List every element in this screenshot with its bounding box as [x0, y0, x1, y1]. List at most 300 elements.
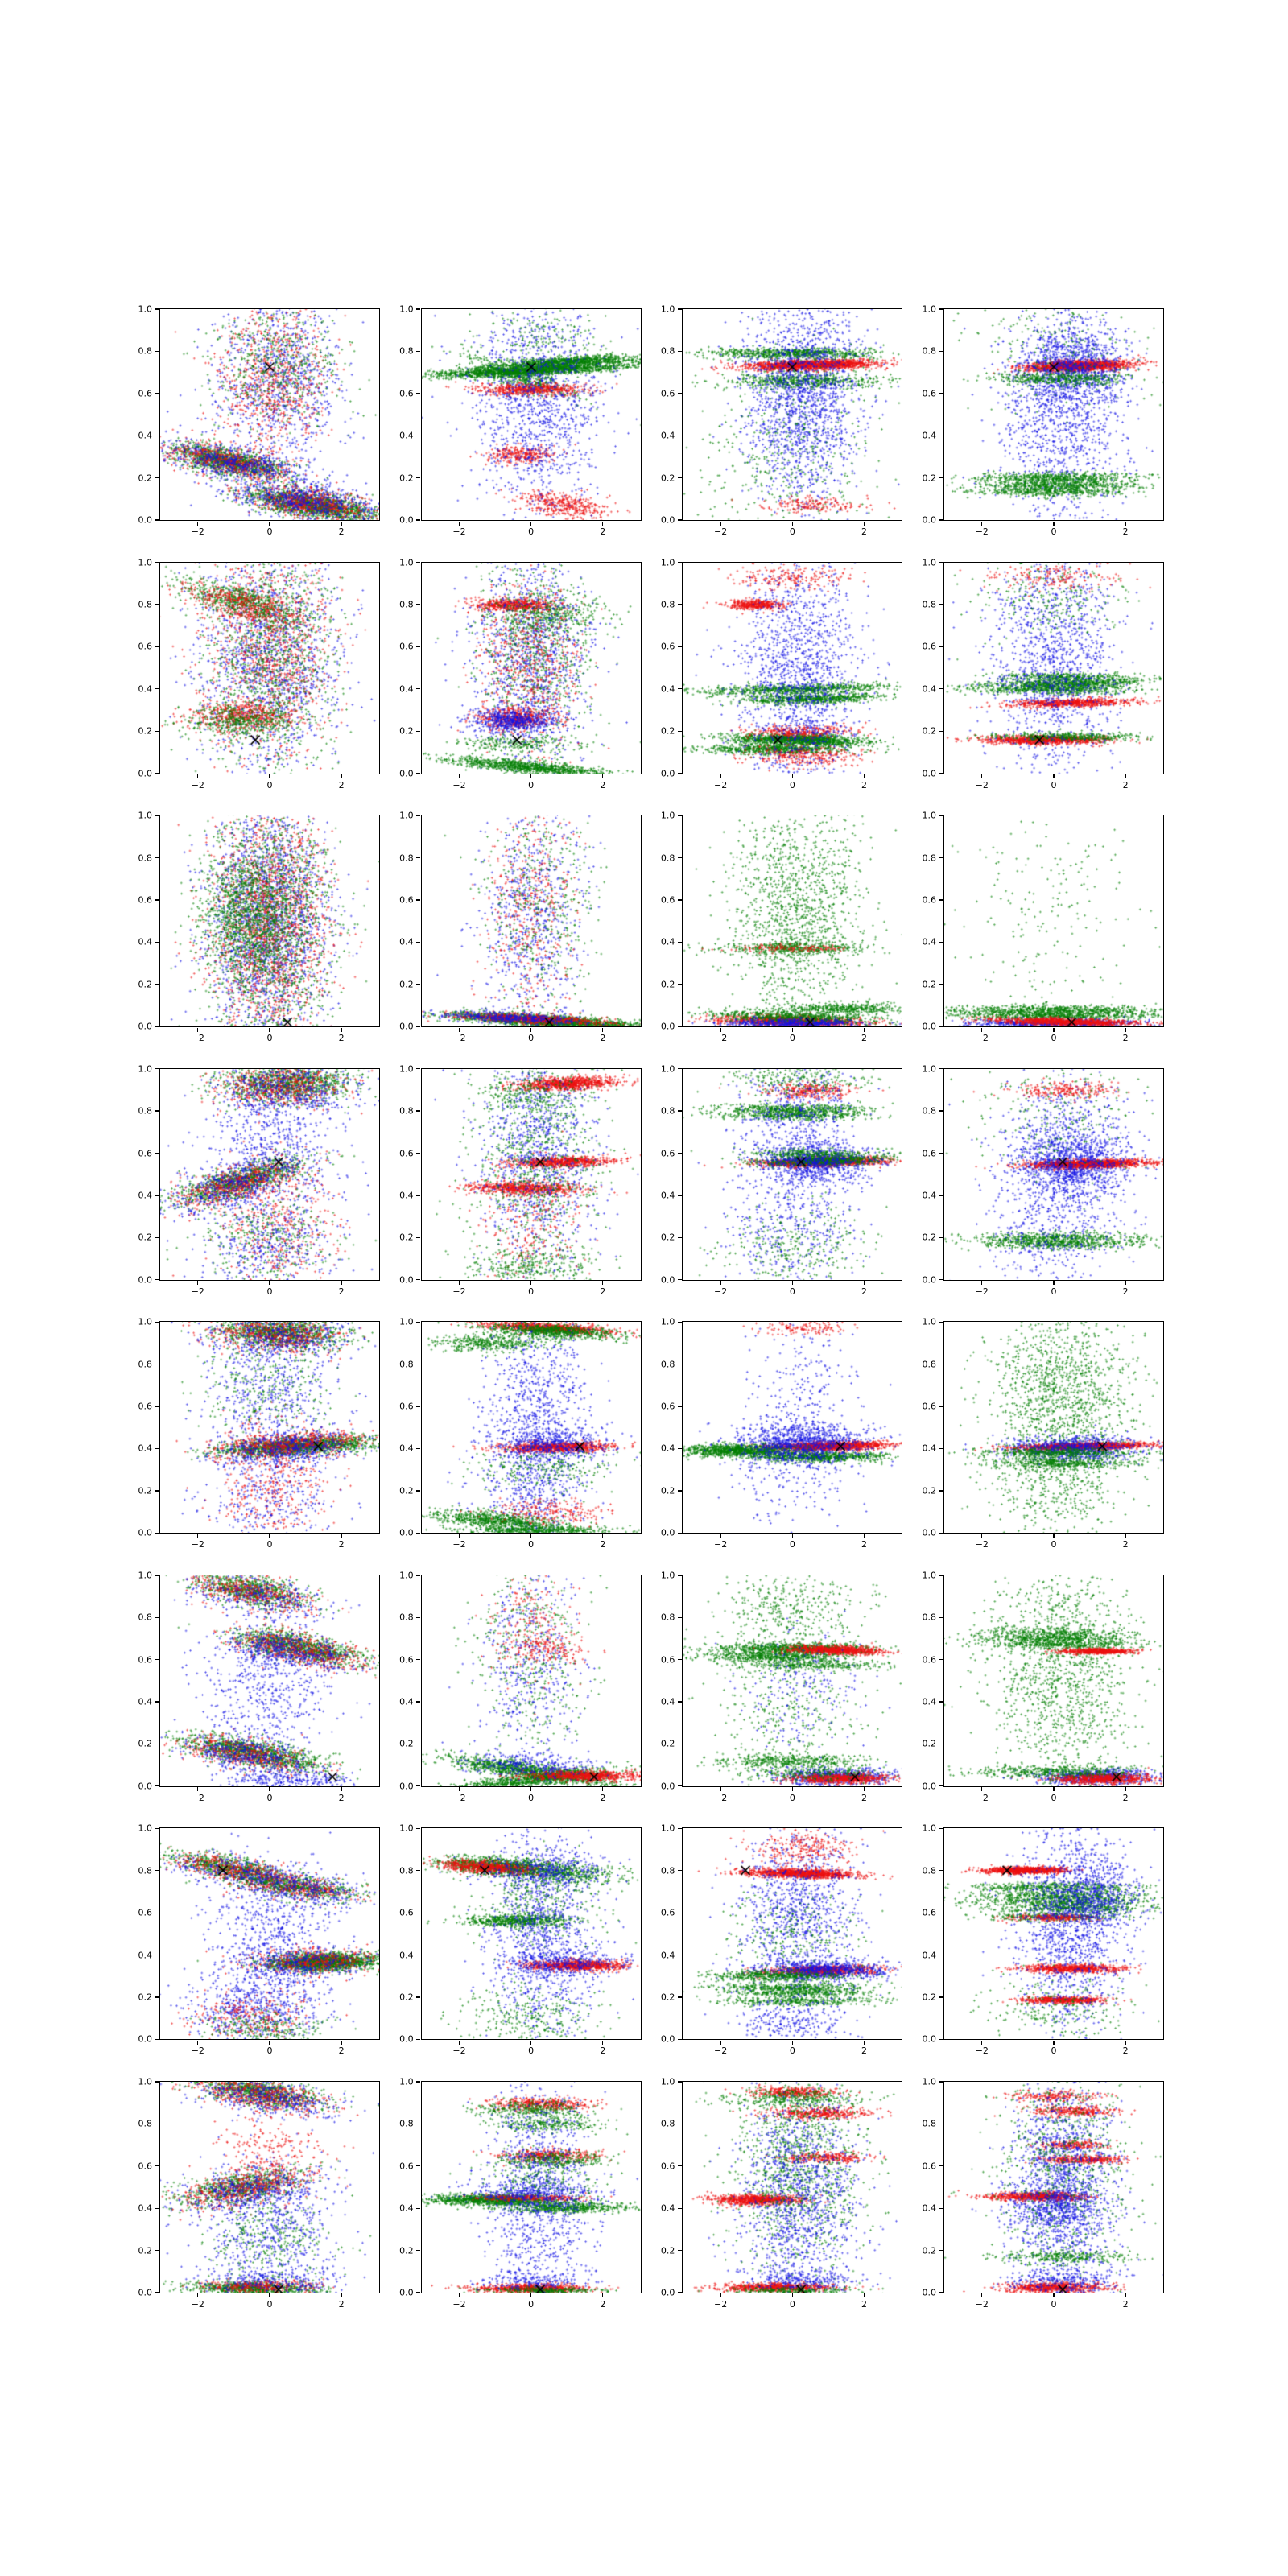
y-tick-label: 0.0	[660, 768, 675, 779]
y-tick-label: 0.4	[138, 1696, 152, 1707]
x-tick	[864, 522, 865, 526]
subplot-canvas-r2c1	[422, 815, 641, 1026]
y-tick-label: 0.8	[922, 345, 936, 357]
x-tick-label: 0	[266, 1286, 273, 1297]
x-tick-label: −2	[452, 1033, 466, 1044]
y-tick	[416, 1701, 420, 1702]
x-tick	[1125, 1534, 1126, 1538]
y-tick	[939, 942, 943, 943]
subplot-canvas-r0c1	[422, 309, 641, 520]
y-tick-label: 0.2	[138, 1485, 152, 1496]
y-tick-label: 0.4	[922, 1443, 936, 1454]
y-tick	[939, 604, 943, 605]
y-tick-label: 0.0	[399, 2287, 414, 2298]
x-tick	[269, 1028, 270, 1032]
y-tick	[678, 2081, 682, 2082]
y-tick-label: 0.6	[399, 1401, 414, 1412]
subplot-canvas-r2c3	[944, 815, 1163, 1026]
x-tick-label: 0	[1051, 526, 1057, 537]
y-tick	[416, 2208, 420, 2209]
y-tick	[939, 2039, 943, 2040]
y-tick	[155, 1870, 159, 1871]
x-tick	[792, 1534, 793, 1538]
x-tick-label: 0	[528, 779, 535, 791]
y-tick	[939, 393, 943, 394]
y-tick-label: 0.2	[399, 2245, 414, 2256]
y-tick-label: 0.6	[138, 388, 152, 399]
y-tick-label: 0.2	[660, 1232, 675, 1243]
y-tick-label: 0.4	[660, 2202, 675, 2214]
x-tick	[341, 1028, 342, 1032]
y-tick-label: 0.4	[922, 2202, 936, 2214]
x-tick	[530, 522, 531, 526]
y-tick-label: 0.6	[399, 388, 414, 399]
x-tick-label: 0	[266, 526, 273, 537]
x-tick	[459, 1787, 460, 1791]
y-tick	[939, 1490, 943, 1491]
x-tick-label: −2	[191, 1033, 204, 1044]
x-tick-label: 0	[528, 1286, 535, 1297]
x-tick-label: 2	[861, 779, 867, 791]
subplot-canvas-r6c2	[683, 1828, 902, 2039]
y-tick-label: 0.2	[138, 1232, 152, 1243]
y-tick	[155, 1659, 159, 1660]
y-tick-label: 0.2	[660, 725, 675, 737]
x-tick-label: 0	[1051, 1792, 1057, 1803]
y-tick	[155, 351, 159, 352]
y-tick	[939, 1153, 943, 1154]
y-tick-label: 0.8	[660, 1612, 675, 1623]
x-tick	[864, 2293, 865, 2297]
subplot-r6c2	[660, 1823, 902, 2057]
y-tick-label: 0.6	[660, 1401, 675, 1412]
x-tick	[341, 1281, 342, 1285]
x-tick-label: 0	[789, 779, 795, 791]
subplot-canvas-r4c0	[160, 1322, 379, 1533]
x-tick	[864, 1281, 865, 1285]
y-tick-label: 1.0	[922, 557, 936, 568]
x-tick-label: −2	[714, 1539, 728, 1550]
x-tick	[197, 2293, 198, 2297]
y-tick	[416, 1870, 420, 1871]
x-tick	[1053, 774, 1054, 778]
subplot-canvas-r2c2	[683, 815, 902, 1026]
x-tick-label: 2	[600, 1286, 606, 1297]
x-tick	[269, 1281, 270, 1285]
subplot-r0c1	[399, 303, 642, 537]
y-tick-label: 0.2	[138, 979, 152, 990]
y-tick	[416, 1996, 420, 1997]
y-tick-label: 0.4	[660, 683, 675, 695]
y-tick-label: 0.6	[399, 1654, 414, 1666]
x-tick-label: 0	[789, 2046, 795, 2057]
x-tick-label: 2	[338, 1286, 345, 1297]
y-tick-label: 0.8	[138, 2118, 152, 2129]
y-tick	[678, 1279, 682, 1280]
y-tick	[155, 1279, 159, 1280]
y-tick-label: 0.2	[922, 1485, 936, 1496]
y-tick-label: 0.4	[399, 936, 414, 947]
y-tick-label: 0.8	[922, 1865, 936, 1876]
y-tick-label: 0.0	[399, 1274, 414, 1286]
y-tick-label: 0.6	[138, 2161, 152, 2172]
y-tick-label: 0.4	[922, 1696, 936, 1707]
y-tick-label: 0.4	[660, 936, 675, 947]
x-tick	[459, 2041, 460, 2045]
x-tick	[341, 1534, 342, 1538]
x-tick-label: −2	[191, 1286, 204, 1297]
y-tick	[939, 857, 943, 858]
x-tick-label: 0	[789, 1539, 795, 1550]
y-tick-label: 0.4	[399, 2202, 414, 2214]
x-tick	[197, 1028, 198, 1032]
y-tick-label: 0.4	[138, 1443, 152, 1454]
x-tick-label: 2	[1122, 1286, 1129, 1297]
y-tick	[416, 1490, 420, 1491]
y-tick	[155, 1701, 159, 1702]
y-tick-label: 0.4	[138, 2202, 152, 2214]
y-tick-label: 0.2	[922, 473, 936, 484]
y-tick-label: 0.4	[660, 1950, 675, 1961]
subplot-r6c3	[922, 1823, 1164, 2057]
y-tick-label: 0.0	[399, 1781, 414, 1792]
y-tick	[416, 519, 420, 520]
y-tick	[678, 899, 682, 900]
x-tick	[341, 774, 342, 778]
y-tick-label: 0.0	[138, 1274, 152, 1286]
y-tick-label: 0.6	[660, 641, 675, 652]
x-tick	[792, 2041, 793, 2045]
y-tick-label: 0.0	[660, 1781, 675, 1792]
y-tick	[678, 1153, 682, 1154]
subplot-r5c3	[922, 1570, 1164, 1803]
y-tick	[939, 2250, 943, 2251]
x-tick	[459, 1028, 460, 1032]
y-tick-label: 1.0	[399, 1316, 414, 1327]
x-tick	[530, 1787, 531, 1791]
y-tick-label: 0.2	[399, 725, 414, 737]
y-tick	[678, 688, 682, 689]
x-tick	[1125, 522, 1126, 526]
y-tick	[416, 984, 420, 985]
y-tick	[939, 1448, 943, 1449]
y-tick-label: 0.6	[138, 1148, 152, 1158]
x-tick-label: 0	[528, 2298, 535, 2310]
y-tick	[939, 1237, 943, 1238]
x-tick-label: 2	[600, 1792, 606, 1803]
y-tick	[416, 731, 420, 732]
y-tick-label: 0.2	[399, 1738, 414, 1749]
subplot-r5c0	[138, 1570, 380, 1803]
y-tick-label: 0.8	[660, 2118, 675, 2129]
y-tick	[939, 2081, 943, 2082]
y-tick-label: 0.2	[922, 2245, 936, 2256]
y-tick	[155, 1617, 159, 1618]
y-tick-label: 0.2	[660, 1738, 675, 1749]
x-tick-label: −2	[191, 526, 204, 537]
y-tick	[678, 2208, 682, 2209]
y-tick-label: 0.8	[660, 345, 675, 357]
x-tick-label: 2	[600, 1033, 606, 1044]
y-tick-label: 0.0	[138, 2287, 152, 2298]
y-tick-label: 1.0	[660, 1823, 675, 1834]
x-tick-label: −2	[452, 779, 466, 791]
x-tick	[1053, 2293, 1054, 2297]
x-tick-label: 2	[338, 2298, 345, 2310]
x-tick	[792, 1787, 793, 1791]
y-tick	[155, 2250, 159, 2251]
y-tick-label: 0.8	[399, 345, 414, 357]
x-tick-label: 2	[861, 1033, 867, 1044]
y-tick-label: 1.0	[922, 303, 936, 315]
y-tick	[416, 2165, 420, 2166]
y-tick-label: 0.0	[138, 514, 152, 526]
y-tick	[678, 1785, 682, 1786]
x-tick-label: −2	[714, 526, 728, 537]
y-tick-label: 0.4	[399, 1190, 414, 1201]
y-tick	[155, 899, 159, 900]
x-tick-label: 2	[1122, 1539, 1129, 1550]
x-tick	[530, 2293, 531, 2297]
x-tick	[459, 522, 460, 526]
y-tick	[416, 1659, 420, 1660]
x-tick-label: −2	[191, 779, 204, 791]
y-tick-label: 0.8	[399, 1105, 414, 1117]
y-tick	[155, 2039, 159, 2040]
y-tick-label: 1.0	[922, 810, 936, 821]
y-tick-label: 0.6	[922, 1654, 936, 1666]
x-tick-label: 2	[861, 2046, 867, 2057]
y-tick	[155, 2165, 159, 2166]
y-tick	[678, 857, 682, 858]
y-tick	[416, 899, 420, 900]
y-tick	[416, 2081, 420, 2082]
y-tick-label: 0.8	[922, 599, 936, 610]
x-tick	[602, 1787, 603, 1791]
y-tick-label: 0.4	[922, 1950, 936, 1961]
x-tick-label: 0	[266, 2046, 273, 2057]
x-tick-label: −2	[975, 779, 989, 791]
y-tick	[155, 2292, 159, 2293]
y-tick	[939, 1828, 943, 1829]
y-tick-label: 0.6	[660, 1907, 675, 1918]
x-tick	[1125, 1028, 1126, 1032]
y-tick	[416, 1237, 420, 1238]
y-tick	[939, 2165, 943, 2166]
subplot-r5c2	[660, 1570, 902, 1803]
x-tick-label: 2	[338, 779, 345, 791]
x-tick-label: 0	[528, 1792, 535, 1803]
y-tick	[678, 519, 682, 520]
y-tick-label: 0.2	[660, 473, 675, 484]
y-tick	[939, 646, 943, 647]
y-tick	[155, 942, 159, 943]
y-tick	[155, 1110, 159, 1111]
y-tick-label: 1.0	[399, 810, 414, 821]
y-tick	[678, 604, 682, 605]
y-tick-label: 0.4	[138, 430, 152, 441]
x-tick	[1053, 522, 1054, 526]
x-tick	[981, 1281, 982, 1285]
x-tick-label: 0	[1051, 779, 1057, 791]
y-tick-label: 0.4	[922, 1190, 936, 1201]
subplot-canvas-r7c3	[944, 2082, 1163, 2293]
y-tick	[678, 646, 682, 647]
x-tick-label: −2	[191, 1792, 204, 1803]
x-tick	[341, 1787, 342, 1791]
x-tick-label: −2	[714, 2046, 728, 2057]
y-tick-label: 0.6	[922, 641, 936, 652]
y-tick	[939, 351, 943, 352]
y-tick-label: 0.4	[660, 1190, 675, 1201]
x-tick-label: −2	[452, 1539, 466, 1550]
y-tick-label: 0.6	[138, 894, 152, 906]
subplot-canvas-r5c1	[422, 1575, 641, 1786]
x-tick-label: −2	[714, 1033, 728, 1044]
x-tick-label: 0	[789, 1033, 795, 1044]
subplot-canvas-r7c1	[422, 2082, 641, 2293]
y-tick	[678, 984, 682, 985]
y-tick	[939, 1533, 943, 1534]
x-tick-label: −2	[975, 1286, 989, 1297]
y-tick	[155, 1448, 159, 1449]
x-tick-label: −2	[975, 526, 989, 537]
x-tick-label: 2	[1122, 526, 1129, 537]
y-tick-label: 0.8	[138, 1105, 152, 1117]
y-tick	[416, 1828, 420, 1829]
x-tick	[530, 1534, 531, 1538]
subplot-canvas-r1c2	[683, 563, 902, 774]
x-tick	[602, 774, 603, 778]
y-tick-label: 1.0	[922, 1570, 936, 1581]
y-tick-label: 0.4	[138, 1950, 152, 1961]
y-tick	[155, 1490, 159, 1491]
x-tick-label: 0	[528, 1539, 535, 1550]
y-tick-label: 0.6	[922, 894, 936, 906]
y-tick	[939, 773, 943, 774]
y-tick	[678, 1533, 682, 1534]
subplot-r3c0	[138, 1063, 380, 1297]
y-tick-label: 1.0	[660, 1570, 675, 1581]
y-tick	[678, 1870, 682, 1871]
y-tick-label: 0.6	[138, 1907, 152, 1918]
y-tick-label: 0.0	[922, 2287, 936, 2298]
y-tick-label: 0.6	[399, 2161, 414, 2172]
y-tick-label: 0.4	[660, 1443, 675, 1454]
x-tick	[269, 774, 270, 778]
y-tick-label: 0.6	[399, 894, 414, 906]
y-tick	[678, 1701, 682, 1702]
subplot-r3c1	[399, 1063, 642, 1297]
y-tick-label: 0.2	[138, 2245, 152, 2256]
y-tick-label: 0.2	[922, 1232, 936, 1243]
x-tick	[459, 2293, 460, 2297]
y-tick-label: 0.2	[922, 1738, 936, 1749]
x-tick	[197, 522, 198, 526]
y-tick	[678, 2039, 682, 2040]
y-tick-label: 0.8	[399, 1359, 414, 1370]
y-tick-label: 0.8	[399, 2118, 414, 2129]
y-tick-label: 0.2	[399, 979, 414, 990]
x-tick	[1053, 1028, 1054, 1032]
y-tick	[155, 1068, 159, 1069]
y-tick-label: 0.0	[660, 1527, 675, 1538]
subplot-canvas-r4c3	[944, 1322, 1163, 1533]
y-tick	[678, 2292, 682, 2293]
y-tick-label: 0.0	[922, 1527, 936, 1538]
y-tick-label: 0.8	[660, 1865, 675, 1876]
x-tick-label: −2	[714, 779, 728, 791]
x-tick	[981, 774, 982, 778]
y-tick	[416, 1322, 420, 1323]
y-tick	[416, 1110, 420, 1111]
y-tick	[155, 308, 159, 309]
y-tick	[939, 1785, 943, 1786]
subplot-canvas-r3c3	[944, 1069, 1163, 1280]
subplot-r2c3	[922, 810, 1164, 1044]
y-tick	[678, 1828, 682, 1829]
x-tick-label: −2	[191, 1539, 204, 1550]
y-tick-label: 0.0	[138, 1781, 152, 1792]
x-tick-label: 0	[789, 1286, 795, 1297]
x-tick-label: 2	[1122, 2298, 1129, 2310]
y-tick-label: 1.0	[399, 1063, 414, 1075]
y-tick	[678, 1110, 682, 1111]
y-tick-label: 1.0	[138, 2076, 152, 2087]
y-tick-label: 0.0	[922, 514, 936, 526]
y-tick-label: 0.2	[922, 1992, 936, 2003]
subplot-r2c1	[399, 810, 642, 1044]
subplot-canvas-r2c0	[160, 815, 379, 1026]
x-tick-label: 0	[266, 1539, 273, 1550]
y-tick-label: 0.0	[660, 1021, 675, 1032]
x-tick	[1053, 1281, 1054, 1285]
y-tick-label: 0.0	[138, 768, 152, 779]
x-tick	[602, 2041, 603, 2045]
x-tick	[530, 774, 531, 778]
y-tick-label: 1.0	[399, 2076, 414, 2087]
x-tick	[269, 2041, 270, 2045]
x-tick-label: 0	[1051, 1286, 1057, 1297]
y-tick-label: 0.0	[399, 1527, 414, 1538]
subplot-r7c2	[660, 2076, 902, 2310]
x-tick-label: −2	[452, 1792, 466, 1803]
x-tick-label: 0	[1051, 1539, 1057, 1550]
x-tick-label: 2	[861, 1539, 867, 1550]
x-tick	[981, 2293, 982, 2297]
x-tick-label: 2	[1122, 1792, 1129, 1803]
x-tick	[602, 2293, 603, 2297]
y-tick-label: 0.2	[399, 1992, 414, 2003]
y-tick	[155, 731, 159, 732]
subplot-r5c1	[399, 1570, 642, 1803]
x-tick	[864, 1534, 865, 1538]
y-tick-label: 1.0	[138, 557, 152, 568]
x-tick	[197, 774, 198, 778]
y-tick-label: 0.8	[138, 852, 152, 864]
y-tick	[416, 688, 420, 689]
x-tick-label: 0	[789, 526, 795, 537]
subplot-r7c0	[138, 2076, 380, 2310]
y-tick	[939, 2292, 943, 2293]
y-tick	[416, 773, 420, 774]
subplot-r0c0	[138, 303, 380, 537]
y-tick-label: 0.8	[922, 1612, 936, 1623]
y-tick-label: 0.6	[399, 641, 414, 652]
y-tick	[416, 2292, 420, 2293]
y-tick-label: 0.4	[922, 430, 936, 441]
y-tick	[155, 984, 159, 985]
